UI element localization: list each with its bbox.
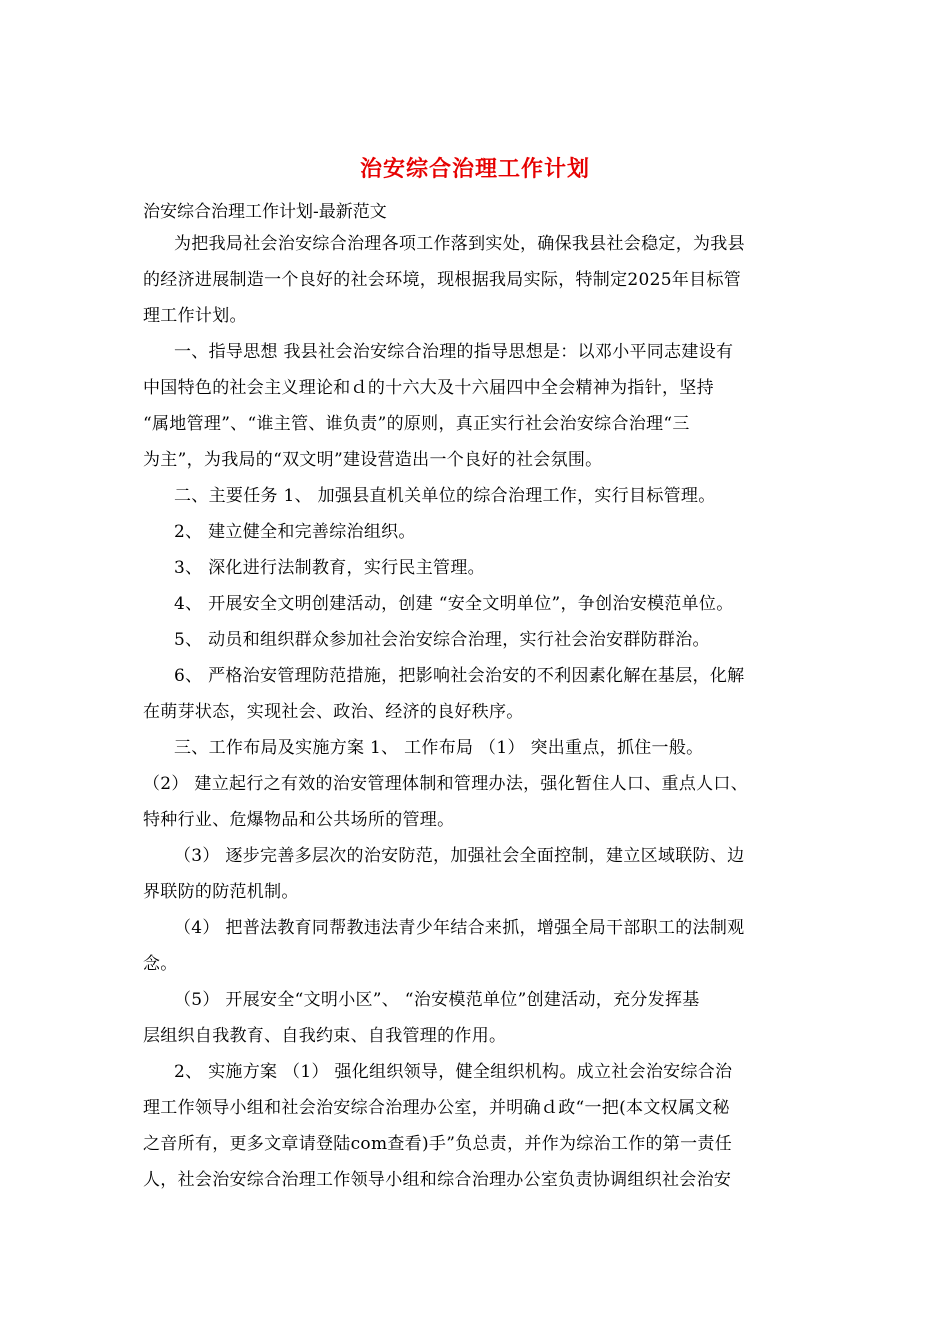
- paragraph-line: （4） 把普法教育同帮教违法青少年结合来抓，增强全局干部职工的法制观: [174, 918, 745, 938]
- paragraph-line: 3、 深化进行法制教育，实行民主管理。: [174, 558, 485, 578]
- paragraph-line: 一、指导思想 我县社会治安综合治理的指导思想是：以邓小平同志建设有: [174, 342, 734, 362]
- paragraph-line: 特种行业、危爆物品和公共场所的管理。: [143, 810, 455, 830]
- paragraph-line: （3） 逐步完善多层次的治安防范，加强社会全面控制，建立区域联防、边: [174, 846, 745, 866]
- paragraph-line: 之音所有，更多文章请登陆com查看)手”负总责，并作为综治工作的第一责任: [143, 1134, 732, 1154]
- paragraph-line: 的经济进展制造一个良好的社会环境，现根据我局实际，特制定2025年目标管: [143, 270, 742, 290]
- paragraph-line: （5） 开展安全“文明小区”、 “治安模范单位”创建活动，充分发挥基: [174, 990, 700, 1010]
- paragraph-line: 2、 建立健全和完善综治组织。: [174, 522, 416, 542]
- paragraph-line: 6、 严格治安管理防范措施，把影响社会治安的不利因素化解在基层，化解: [174, 666, 745, 686]
- paragraph-line: （2） 建立起行之有效的治安管理体制和管理办法，强化暂住人口、重点人口、: [143, 774, 749, 794]
- paragraph-line: 理工作计划。: [143, 306, 247, 326]
- paragraph-line: 念。: [143, 954, 178, 974]
- paragraph-line: 二、主要任务 1、 加强县直机关单位的综合治理工作，实行目标管理。: [174, 486, 716, 506]
- paragraph-line: 人，社会治安综合治理工作领导小组和综合治理办公室负责协调组织社会治安: [143, 1170, 732, 1190]
- paragraph-line: 三、工作布局及实施方案 1、 工作布局 （1） 突出重点，抓住一般。: [174, 738, 704, 758]
- paragraph-line: 4、 开展安全文明创建活动，创建 “安全文明单位”，争创治安模范单位。: [174, 594, 734, 614]
- paragraph-line: 为主”，为我局的“双文明”建设营造出一个良好的社会氛围。: [143, 450, 603, 470]
- paragraph-line: 层组织自我教育、自我约束、自我管理的作用。: [143, 1026, 507, 1046]
- paragraph-line: 在萌芽状态，实现社会、政治、经济的良好秩序。: [143, 702, 524, 722]
- paragraph-line: 为把我局社会治安综合治理各项工作落到实处，确保我县社会稳定，为我县: [174, 234, 745, 254]
- paragraph-line: 5、 动员和组织群众参加社会治安综合治理，实行社会治安群防群治。: [174, 630, 710, 650]
- paragraph-line: 理工作领导小组和社会治安综合治理办公室，并明确ｄ政“一把(本文权属文秘: [143, 1098, 730, 1118]
- paragraph-line: 2、 实施方案 （1） 强化组织领导，健全组织机构。成立社会治安综合治: [174, 1062, 733, 1082]
- paragraph-line: “属地管理”、“谁主管、谁负责”的原则，真正实行社会治安综合治理“三: [143, 414, 690, 434]
- document-subtitle: 治安综合治理工作计划-最新范文: [143, 202, 387, 222]
- paragraph-line: 中国特色的社会主义理论和ｄ的十六大及十六届四中全会精神为指针，坚持: [143, 378, 714, 398]
- document-title: 治安综合治理工作计划: [359, 156, 590, 182]
- paragraph-line: 界联防的防范机制。: [143, 882, 299, 902]
